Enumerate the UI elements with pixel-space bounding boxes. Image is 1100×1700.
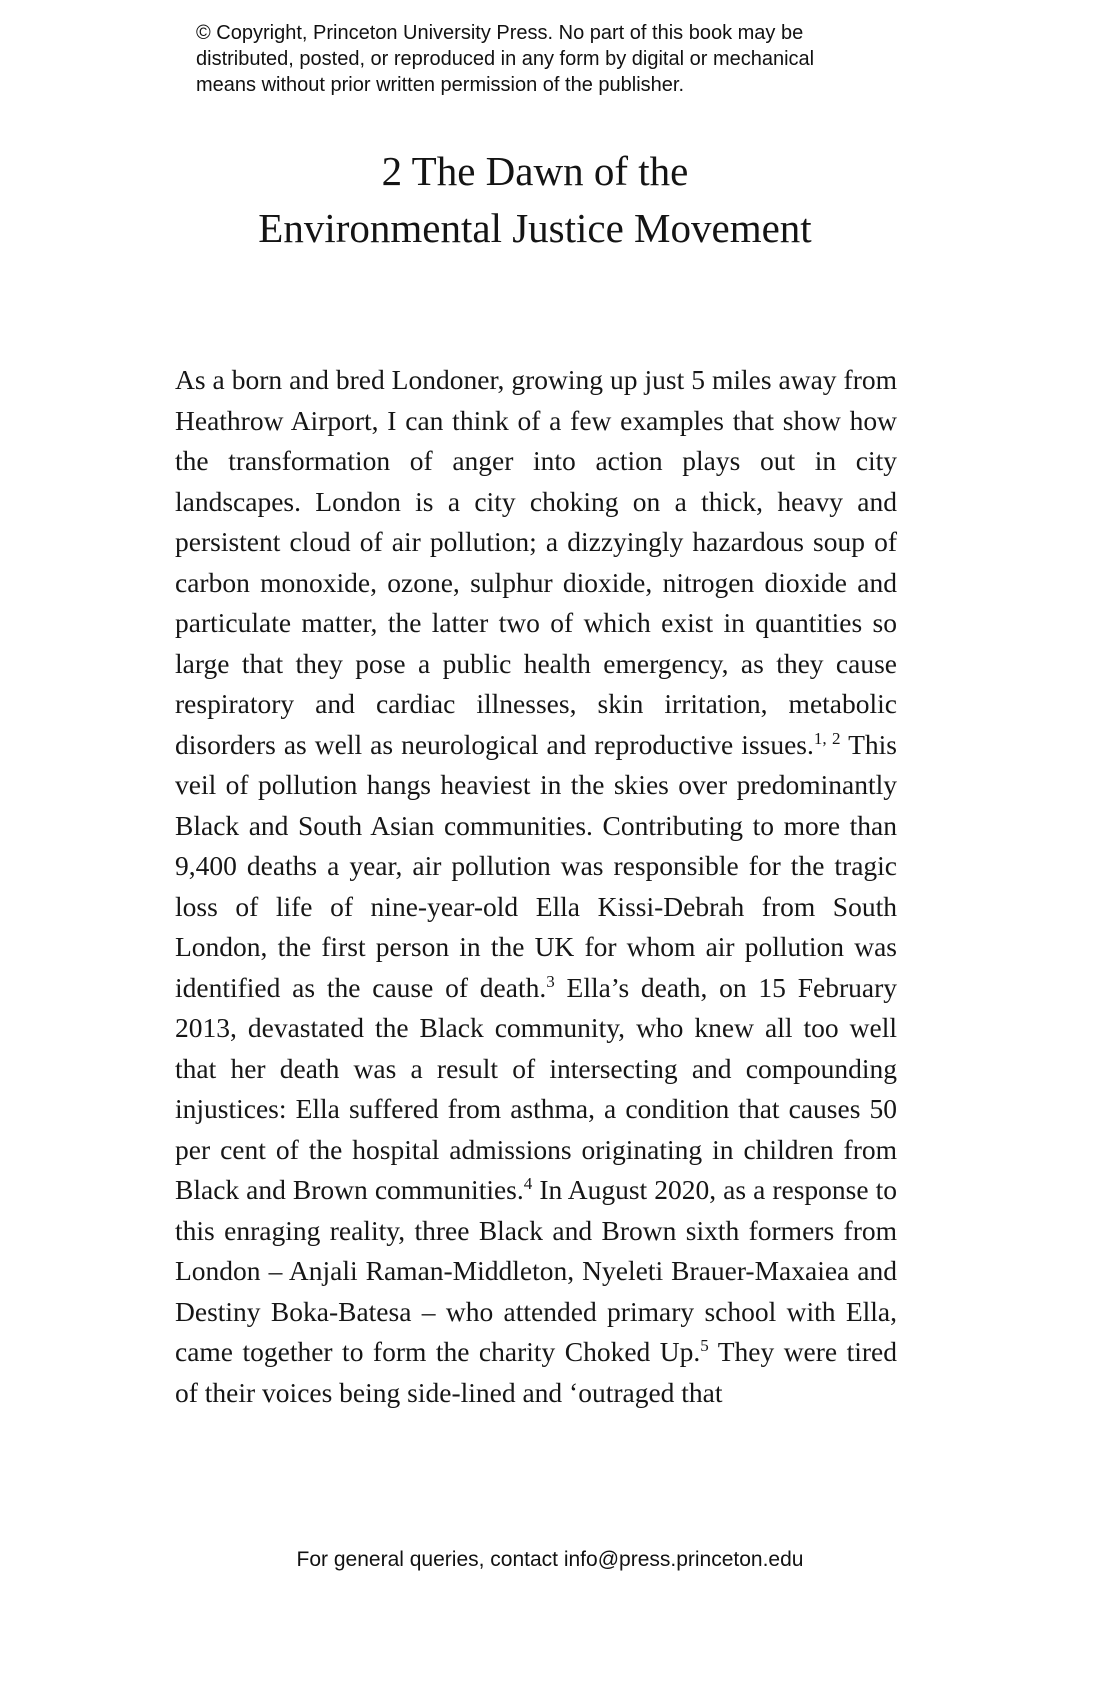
footer-query-note: For general queries, contact info@press.princeton.edu xyxy=(296,1548,804,1571)
body-text-run: As a born and bred Londoner, growing up just 5 miles away from Heathrow Airport, I can think of a few examples that show how the transformation of anger into action plays out in city landscapes. London is a city choking on a thick, heavy and persistent cloud of air pollution; a dizzyingly hazardous soup of carbon monoxide, ozone, sulphur dioxide, nitrogen dioxide and particulate matter, the latter two of which exist in quantities so large that they pose a public health emergency, as they cause respiratory and cardiac illnesses, skin irritation, metabolic disorders as well as neurological and reproductive issues. xyxy=(175,364,897,760)
footnote-marker: 1, 2 xyxy=(813,728,841,748)
copyright-notice xyxy=(196,20,814,98)
footnote-marker: 5 xyxy=(700,1335,709,1355)
body-text-run: In August 2020, as a response to this enraging reality, three Black and Brown sixth formers from London – Anjali Raman-Middleton, Nyeleti Brauer-Maxaiea and Destiny Boka-Batesa – who attended primary school with Ella, came together to form the charity Choked Up. xyxy=(175,1174,897,1367)
chapter-title-line-2: Environmental Justice Movement xyxy=(258,205,812,251)
body-text-run: They were tired of their voices being side-lined and ‘outraged that xyxy=(175,1336,897,1408)
chapter-title xyxy=(150,143,920,257)
copyright-line: means without prior written permission of the publisher. xyxy=(196,74,685,96)
body-text-run: Ella’s death, on 15 February 2013, devastated the Black community, who knew all too well that her death was a result of intersecting and compounding injustices: Ella suffered from asthma, a condition that causes 50 per cent of the hospital admissions originating in children from Black and Brown communities. xyxy=(175,971,897,1205)
body-text-run: This veil of pollution hangs heaviest in the skies over predominantly Black and South Asian communities. Contributing to more than 9,400 deaths a year, air pollution was responsible for the tragic loss of life of nine-year-old Ella Kissi-Debrah from South London, the first person in the UK for whom air pollution was identified as the cause of death. xyxy=(175,728,897,1003)
copyright-line: distributed, posted, or reproduced in any form by digital or mechanical xyxy=(196,48,815,70)
body-paragraph xyxy=(175,360,897,1413)
footnote-marker: 4 xyxy=(523,1173,533,1193)
copyright-line: © Copyright, Princeton University Press. No part of this book may be xyxy=(196,22,804,44)
chapter-title-line-1: 2 The Dawn of the xyxy=(381,148,689,194)
footnote-marker: 3 xyxy=(546,971,555,991)
